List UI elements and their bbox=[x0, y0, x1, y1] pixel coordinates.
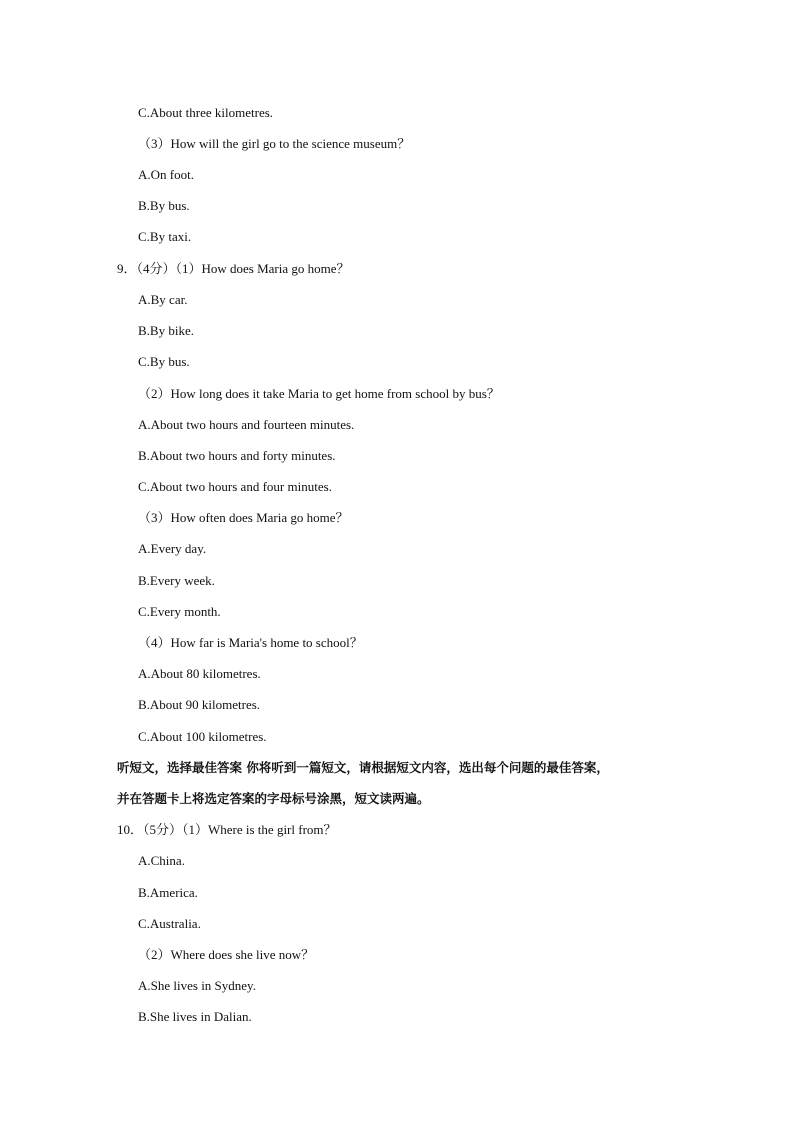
option-a: A.Every day. bbox=[138, 541, 207, 556]
option-c: C.By taxi. bbox=[138, 229, 192, 244]
sub-question: （4）How far is Maria's home to school？ bbox=[138, 635, 363, 650]
sub-question: （3）How will the girl go to the science museum？ bbox=[138, 136, 411, 151]
option-b: B.By bus. bbox=[138, 198, 190, 213]
sub-question: （3）How often does Maria go home？ bbox=[138, 510, 349, 525]
option-a: A.China. bbox=[138, 853, 185, 868]
option-b: B.She lives in Dalian. bbox=[138, 1009, 252, 1024]
option-c: C.Every month. bbox=[138, 604, 221, 619]
question-10: 10．（5分）（1）Where is the girl from？ bbox=[117, 822, 337, 837]
option-c: C.About 100 kilometres. bbox=[138, 729, 267, 744]
sub-question: （2）Where does she live now？ bbox=[138, 947, 315, 962]
section-instructions-cont: 并在答题卡上将选定答案的字母标号涂黑，短文读两遍。 bbox=[117, 791, 430, 806]
option-c: C.By bus. bbox=[138, 354, 190, 369]
option-b: B.By bike. bbox=[138, 323, 194, 338]
option-a: A.She lives in Sydney. bbox=[138, 978, 256, 993]
option-c: C.Australia. bbox=[138, 916, 201, 931]
option-c: C.About two hours and four minutes. bbox=[138, 479, 332, 494]
option-b: B.Every week. bbox=[138, 573, 215, 588]
option-a: A.On foot. bbox=[138, 167, 194, 182]
question-9: 9．（4分）（1）How does Maria go home？ bbox=[117, 261, 350, 276]
option-c: C.About three kilometres. bbox=[138, 105, 274, 120]
option-b: B.America. bbox=[138, 885, 198, 900]
option-a: A.About 80 kilometres. bbox=[138, 666, 261, 681]
option-b: B.About two hours and forty minutes. bbox=[138, 448, 336, 463]
option-a: A.By car. bbox=[138, 292, 188, 307]
section-instructions: 听短文，选择最佳答案 你将听到一篇短文，请根据短文内容，选出每个问题的最佳答案， bbox=[117, 760, 609, 775]
sub-question: （2）How long does it take Maria to get home from school by bus？ bbox=[138, 386, 500, 401]
option-b: B.About 90 kilometres. bbox=[138, 697, 261, 712]
option-a: A.About two hours and fourteen minutes. bbox=[138, 417, 355, 432]
